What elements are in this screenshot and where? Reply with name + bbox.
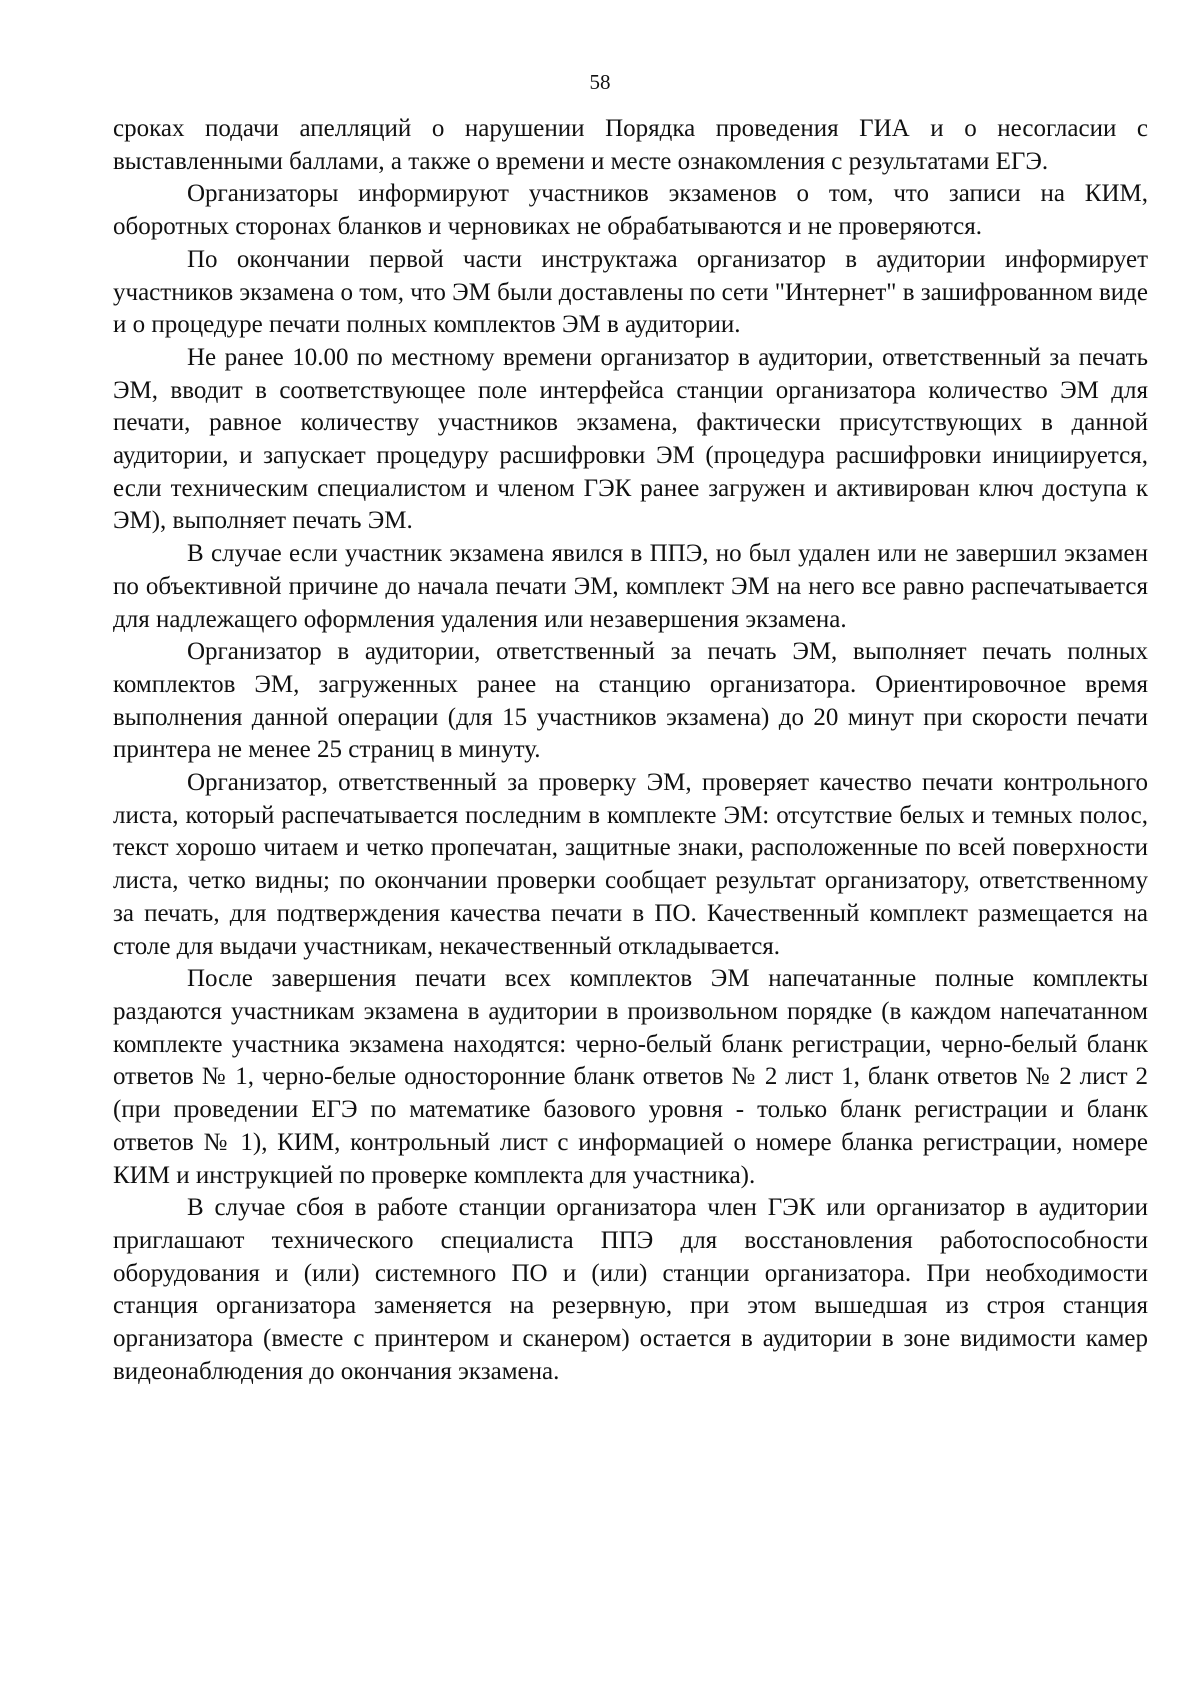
- paragraph-continuation: сроках подачи апелляций о нарушении Порядка проведения ГИА и о несогласии с выставленными баллами, а также о времени и месте ознакомления с результатами ЕГЭ.: [113, 115, 1148, 175]
- paragraph: После завершения печати всех комплектов ЭМ напечатанные полные комплекты раздаются участникам экзамена в аудитории в произвольном порядке (в каждом напечатанном комплекте участника экзамена находятся: черно-белый бланк регистрации, черно-белый бланк ответов № 1, черно-белые односторонние бланк ответов № 2 лист 1, бланк ответов № 2 лист 2 (при проведении ЕГЭ по математике базового уровня - только бланк регистрации и бланк ответов № 1), КИМ, контрольный лист с информацией о номере бланка регистрации, номере КИМ и инструкцией по проверке комплекта для участника).: [113, 965, 1148, 1189]
- paragraph: По окончании первой части инструктажа организатор в аудитории информирует участников экзамена о том, что ЭМ были доставлены по сети "Интернет" в зашифрованном виде и о процедуре печати полных комплектов ЭМ в аудитории.: [113, 245, 1148, 339]
- paragraph: В случае если участник экзамена явился в ППЭ, но был удален или не завершил экзамен по объективной причине до начала печати ЭМ, комплект ЭМ на него все равно распечатывается для надлежащего оформления удаления или незавершения экзамена.: [113, 540, 1148, 633]
- paragraph: Организатор, ответственный за проверку ЭМ, проверяет качество печати контрольного листа, который распечатывается последним в комплекте ЭМ: отсутствие белых и темных полос, текст хорошо читаем и четко пропечатан, защитные знаки, расположенные по всей поверхности листа, четко видны; по окончании проверки сообщает результат организатору, ответственному за печать, для подтверждения качества печати в ПО. Качественный комплект размещается на столе для выдачи участникам, некачественный откладывается.: [113, 769, 1148, 960]
- paragraph: В случае сбоя в работе станции организатора член ГЭК или организатор в аудитории приглашают технического специалиста ППЭ для восстановления работоспособности оборудования и (или) системного ПО и (или) станции организатора. При необходимости станция организатора заменяется на резервную, при этом вышедшая из строя станция организатора (вместе с принтером и сканером) остается в аудитории в зоне видимости камер видеонаблюдения до окончания экзамена.: [113, 1194, 1148, 1385]
- page-number: 58: [589, 70, 611, 94]
- document-body: [113, 113, 1148, 1388]
- paragraph: Организатор в аудитории, ответственный за печать ЭМ, выполняет печать полных комплектов ЭМ, загруженных ранее на станцию организатора. Ориентировочное время выполнения данной операции (для 15 участников экзамена) до 20 минут при скорости печати принтера не менее 25 страниц в минуту.: [113, 638, 1148, 764]
- paragraph: Организаторы информируют участников экзаменов о том, что записи на КИМ, оборотных сторонах бланков и черновиках не обрабатываются и не проверяются.: [113, 180, 1148, 241]
- paragraph: Не ранее 10.00 по местному времени организатор в аудитории, ответственный за печать ЭМ, вводит в соответствующее поле интерфейса станции организатора количество ЭМ для печати, равное количеству участников экзамена, фактически присутствующих в данной аудитории, и запускает процедуру расшифровки ЭМ (процедура расшифровки инициируется, если техническим специалистом и членом ГЭК ранее загружен и активирован ключ доступа к ЭМ), выполняет печать ЭМ.: [113, 343, 1148, 535]
